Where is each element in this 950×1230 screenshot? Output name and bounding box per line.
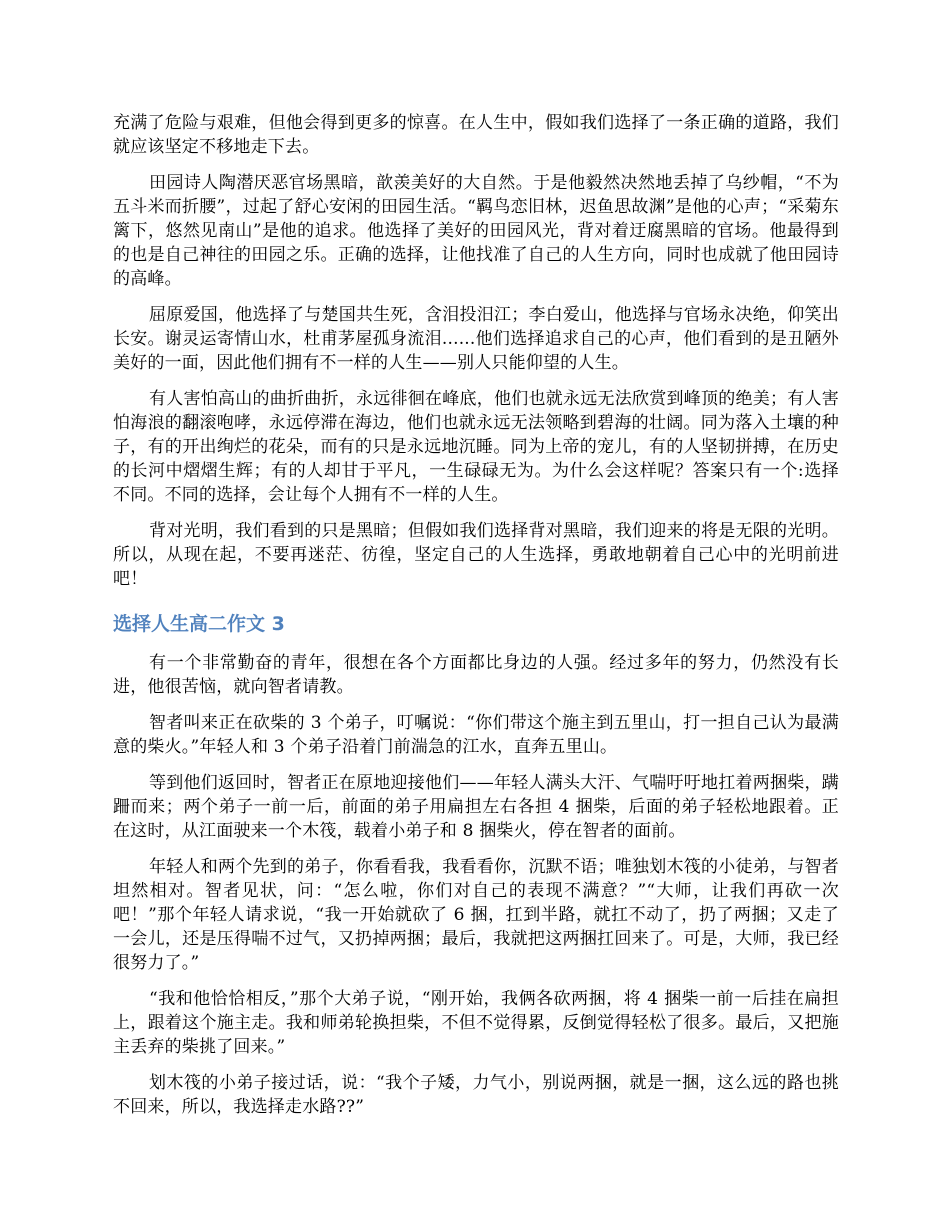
paragraph-return: 等到他们返回时，智者正在原地迎接他们——年轻人满头大汗、气喘吁吁地扛着两捆柴，蹒跚而来；两个弟子一前一后，前面的弟子用扁担左右各担 4 捆柴，后面的弟子轻松地跟着。正在这时，从江面驶来一个木筏，载着小弟子和 8 捆柴火，停在智者的面前。 [113, 773, 839, 841]
paragraph-youth: 有一个非常勤奋的青年，很想在各个方面都比身边的人强。经过多年的努力，仍然没有长进，他很苦恼，就向智者请教。 [113, 653, 839, 697]
section-heading: 选择人生高二作文 3 [113, 613, 285, 635]
paragraph-tao-qian: 田园诗人陶潜厌恶官场黑暗，歆羡美好的大自然。于是他毅然决然地丢掉了乌纱帽，“不为五斗米而折腰”，过起了舒心安闲的田园生活。“羁鸟恋旧林，迟鱼思故渊”是他的心声；“采菊东篱下，悠然见南山”是他的追求。他选择了美好的田园风光，背对着迂腐黑暗的官场。他最得到的也是自己神往的田园之乐。正确的选择，让他找准了自己的人生方向，同时也成就了他田园诗的高峰。 [113, 173, 839, 289]
paragraph-elder-disciple: “我和他恰恰相反，”那个大弟子说，“刚开始，我俩各砍两捆，将 4 捆柴一前一后挂在扁担上，跟着这个施主走。我和师弟轮换担柴，不但不觉得累，反倒觉得轻松了很多。最后，又把施主丢弃的柴挑了回来。” [113, 989, 839, 1057]
paragraph-light: 背对光明，我们看到的只是黑暗；但假如我们选择背对黑暗，我们迎来的将是无限的光明。所以，从现在起，不要再迷茫、彷徨，坚定自己的人生选择，勇敢地朝着自己心中的光明前进吧！ [113, 521, 839, 589]
paragraph-sage-call: 智者叫来正在砍柴的 3 个弟子，叮嘱说：“你们带这个施主到五里山，打一担自己认为最满意的柴火。”年轻人和 3 个弟子沿着门前湍急的江水，直奔五里山。 [113, 713, 839, 757]
paragraph-mountains: 有人害怕高山的曲折曲折，永远徘徊在峰底，他们也就永远无法欣赏到峰顶的绝美；有人害怕海浪的翻滚咆哮，永远停滞在海边，他们也就永远无法领略到碧海的壮阔。同为落入土壤的种子，有的开出绚烂的花朵，而有的只是永远地沉睡。同为上帝的宠儿，有的人坚韧拼搏，在历史的长河中熠熠生辉；有的人却甘于平凡，一生碌碌无为。为什么会这样呢？答案只有一个:选择不同。不同的选择，会让每个人拥有不一样的人生。 [113, 389, 839, 505]
paragraph-qu-yuan: 屈原爱国，他选择了与楚国共生死，含泪投汨江；李白爱山，他选择与官场永决绝，仰笑出长安。谢灵运寄情山水，杜甫茅屋孤身流泪......他们选择追求自己的心声，他们看到的是丑陋外美好的一面，因此他们拥有不一样的人生——别人只能仰望的人生。 [113, 305, 839, 373]
paragraph-younger-disciple: 划木筏的小弟子接过话，说：“我个子矮，力气小，别说两捆，就是一捆，这么远的路也挑不回来，所以，我选择走水路??” [113, 1073, 839, 1117]
document-page [113, 111, 839, 1119]
paragraph-dialogue: 年轻人和两个先到的弟子，你看看我，我看看你，沉默不语；唯独划木筏的小徒弟，与智者坦然相对。智者见状，问：“怎么啦，你们对自己的表现不满意？”“大师，让我们再砍一次吧！”那个年轻人请求说，“我一开始就砍了 6 捆，扛到半路，就扛不动了，扔了两捆；又走了一会儿，还是压得喘不过气，又扔掉两捆；最后，我就把这两捆扛回来了。可是，大师，我已经很努力了。” [113, 857, 839, 973]
paragraph-continuation: 充满了危险与艰难，但他会得到更多的惊喜。在人生中，假如我们选择了一条正确的道路，我们就应该坚定不移地走下去。 [113, 113, 839, 157]
